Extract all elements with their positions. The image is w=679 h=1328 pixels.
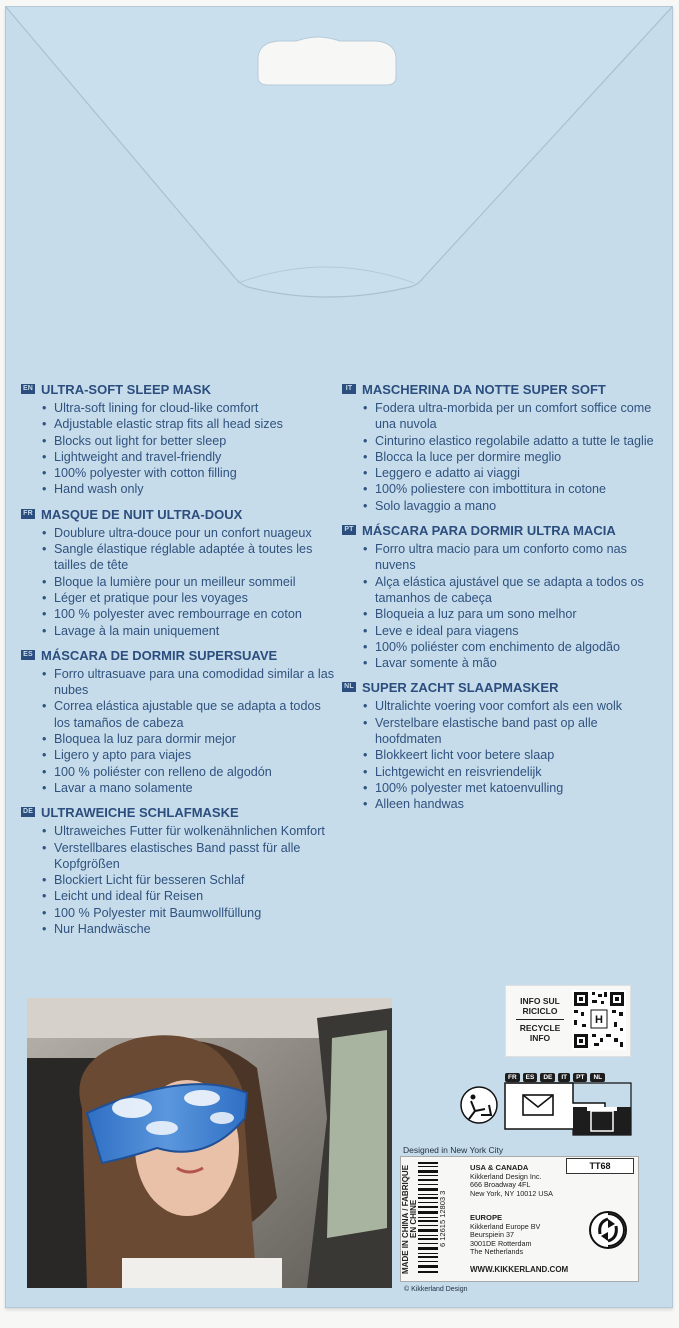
barcode-number: 6 12615 12803 3 [438, 1190, 447, 1248]
section-title-es: MÁSCARA DE DORMIR SUPERSUAVE [41, 647, 278, 663]
list-item: • 100% polyester met katoenvulling [363, 780, 657, 796]
list-item: • Blocks out light for better sleep [42, 433, 336, 449]
us-line-1: Kikkerland Design Inc. [470, 1171, 542, 1181]
list-item: • 100% poliestere con imbottitura in cotone [363, 481, 657, 497]
country-code-it: IT [558, 1073, 570, 1082]
section-de [21, 805, 336, 937]
info-en-line-1: RECYCLE [519, 1023, 561, 1033]
section-title-nl: SUPER ZACHT SLAAPMASKER [362, 680, 559, 696]
section-en [21, 382, 336, 498]
eu-line-3: 3001DE Rotterdam [470, 1238, 532, 1248]
us-heading: USA & CANADA [470, 1163, 529, 1172]
list-item: • Adjustable elastic strap fits all head sizes [42, 416, 336, 432]
list-item: • Leicht und ideal für Reisen [42, 888, 336, 904]
list-item: • Alleen handwas [363, 796, 657, 812]
eu-line-2: Beurspiein 37 [470, 1230, 514, 1240]
eu-line-4: The Netherlands [470, 1247, 524, 1257]
list-item: • 100% poliéster com enchimento de algodão [363, 639, 657, 655]
list-item: • Alça elástica ajustável que se adapta a todos os tamanhos de cabeça [363, 574, 657, 607]
section-es [21, 648, 336, 796]
list-item: • Doublure ultra-douce pour un confort nuageux [42, 525, 336, 541]
list-item: • Ultraweiches Futter für wolkenähnlichen Komfort [42, 823, 336, 839]
list-item: • Leve e ideal para viagens [363, 623, 657, 639]
barcode [418, 1160, 438, 1278]
list-item: • Nur Handwäsche [42, 921, 336, 937]
us-address [470, 1164, 553, 1198]
language-badge-es: ES [21, 650, 35, 660]
section-title-pt: MÁSCARA PARA DORMIR ULTRA MACIA [362, 523, 616, 539]
us-line-3: New York, NY 10012 USA [470, 1188, 553, 1198]
section-title-de: ULTRAWEICHE SCHLAFMASKE [41, 805, 239, 821]
list-item: • Solo lavaggio a mano [363, 498, 657, 514]
list-item: • Ligero y apto para viajes [42, 747, 336, 763]
section-title-fr: MASQUE DE NUIT ULTRA-DOUX [41, 506, 243, 522]
list-item: • Sangle élastique réglable adaptée à toutes les tailles de tête [42, 541, 336, 574]
list-item: • Lavar somente à mão [363, 655, 657, 671]
list-item: • 100 % polyester avec rembourrage en coton [42, 606, 336, 622]
list-item: • Bloque la lumière pour un meilleur sommeil [42, 574, 336, 590]
list-item: • Lightweight and travel-friendly [42, 449, 336, 465]
made-in-text: MADE IN CHINA / FABRIQUE EN CHINE [401, 1164, 418, 1274]
language-badge-it: IT [342, 384, 356, 394]
language-badge-pt: PT [342, 525, 356, 535]
right-text-column [342, 382, 657, 822]
recycle-info-box [505, 985, 631, 1057]
country-code-de: DE [540, 1073, 555, 1082]
product-photo [27, 998, 392, 1288]
us-line-2: 666 Broadway 4FL [470, 1180, 531, 1190]
list-item: • Forro ultra macio para um conforto como nas nuvens [363, 541, 657, 574]
list-item: • Léger et pratique pour les voyages [42, 590, 336, 606]
list-item: • Leggero e adatto ai viaggi [363, 465, 657, 481]
designed-in-text: Designed in New York City [403, 1145, 504, 1155]
sku-code: TT68 [566, 1158, 634, 1174]
country-code-nl: NL [590, 1073, 605, 1082]
language-badge-de: DE [22, 808, 34, 816]
section-title-en: ULTRA-SOFT SLEEP MASK [41, 382, 211, 397]
list-item: • 100 % Polyester mit Baumwollfüllung [42, 905, 336, 921]
recycle-info-text [512, 996, 568, 1043]
info-en-line-2: INFO [529, 1033, 551, 1043]
list-item: • Cinturino elastico regolabile adatto a tutte le taglie [363, 433, 657, 449]
language-badge-fr: FR [21, 509, 35, 519]
info-it-line-1: INFO SUL [520, 996, 560, 1006]
eu-heading: EUROPE [470, 1213, 503, 1222]
list-item: • Blokkeert licht voor betere slaap [363, 747, 657, 763]
qr-letter: H [595, 1014, 603, 1026]
section-it [342, 382, 657, 514]
country-code-fr: FR [505, 1073, 520, 1082]
list-item: • Ultralichte voering voor comfort als een wolk [363, 698, 657, 714]
list-item: • Bloquea la luz para dormir mejor [42, 731, 336, 747]
list-item: • Ultra-soft lining for cloud-like comfort [42, 400, 336, 416]
section-fr [21, 507, 336, 639]
list-item: • Verstellbares elastisches Band passt für alle Kopfgrößen [42, 840, 336, 873]
country-code-strip [505, 1073, 605, 1082]
country-code-pt: PT [573, 1073, 587, 1082]
list-item: • 100 % poliéster con relleno de algodón [42, 764, 336, 780]
website-text: WWW.KIKKERLAND.COM [470, 1265, 569, 1274]
country-code-es: ES [523, 1073, 538, 1082]
list-item: • Lichtgewicht en reisvriendelijk [363, 764, 657, 780]
green-dot-icon [588, 1210, 628, 1250]
copyright-text: © Kikkerland Design [404, 1286, 468, 1293]
language-badge-nl: NL [342, 682, 356, 692]
section-pt [342, 523, 657, 671]
eu-line-1: Kikkerland Europe BV [470, 1221, 541, 1231]
list-item: • Verstelbare elastische band past op alle hoofdmaten [363, 715, 657, 748]
list-item: • Bloqueia a luz para um sono melhor [363, 606, 657, 622]
left-text-column [21, 382, 336, 946]
list-item: • Blockiert Licht für besseren Schlaf [42, 872, 336, 888]
language-badge-en: EN [22, 385, 34, 392]
list-item: • Lavar a mano solamente [42, 780, 336, 796]
section-title-it: MASCHERINA DA NOTTE SUPER SOFT [362, 382, 606, 397]
info-it-line-2: RICICLO [522, 1006, 558, 1016]
list-item: • Blocca la luce per dormire meglio [363, 449, 657, 465]
hanger-flap [6, 7, 672, 327]
qr-code [572, 990, 626, 1050]
list-item: • Fodera ultra-morbida per un comfort soffice come una nuvola [363, 400, 657, 433]
list-item: • 100% polyester with cotton filling [42, 465, 336, 481]
list-item: • Forro ultrasuave para una comodidad similar a las nubes [42, 666, 336, 699]
section-nl [342, 680, 657, 812]
eu-address [470, 1214, 540, 1257]
list-item: • Correa elástica ajustable que se adapta a todos los tamaños de cabeza [42, 698, 336, 731]
list-item: • Hand wash only [42, 481, 336, 497]
list-item: • Lavage à la main uniquement [42, 623, 336, 639]
